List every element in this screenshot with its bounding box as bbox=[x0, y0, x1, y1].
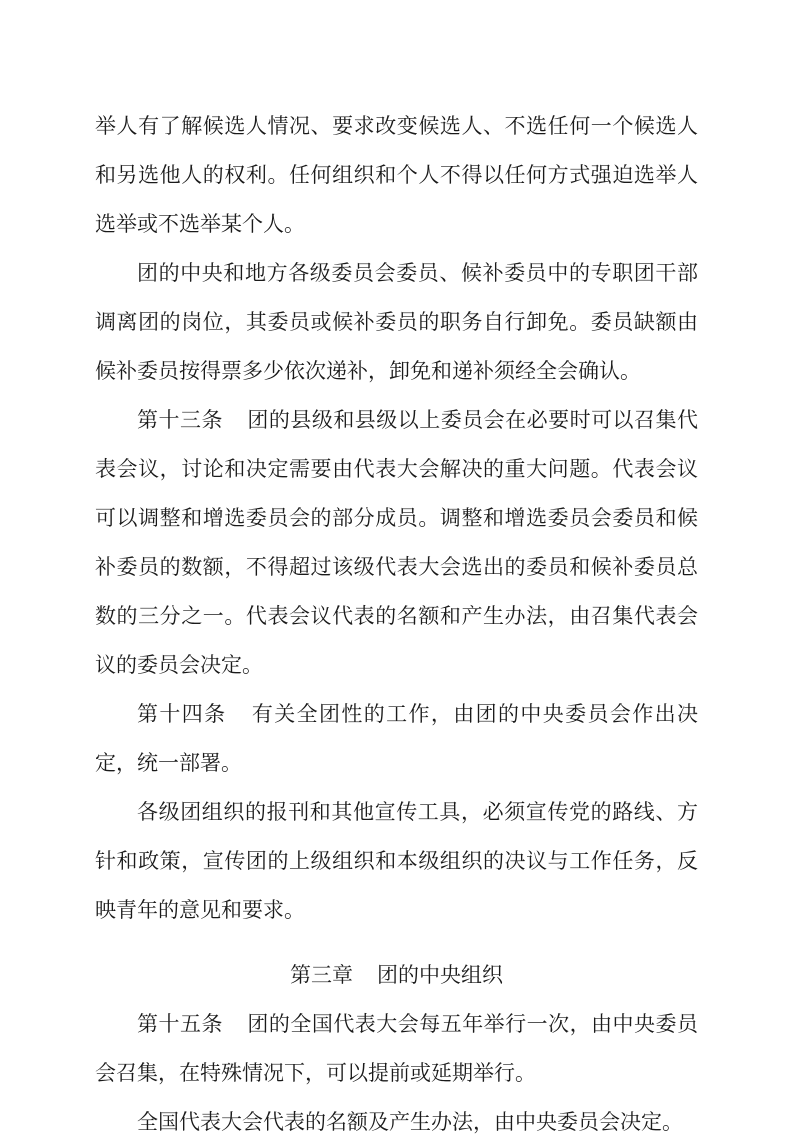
paragraph: 各级团组织的报刊和其他宣传工具，必须宣传党的路线、方针和政策，宣传团的上级组织和本级组织的决议与工作任务，反映青年的意见和要求。 bbox=[95, 800, 698, 922]
article-number: 第十四条 bbox=[137, 702, 227, 726]
article-15 bbox=[95, 1000, 698, 1098]
document-page bbox=[95, 102, 698, 1147]
paragraph-continued: 举人有了解候选人情况、要求改变候选人、不选任何一个候选人和另选他人的权利。任何组织和个人不得以任何方式强迫选举人选举或不选举某个人。 bbox=[95, 114, 698, 236]
article-number: 第十三条 bbox=[137, 408, 223, 432]
article-13 bbox=[95, 396, 698, 690]
article-14 bbox=[95, 690, 698, 788]
chapter-heading bbox=[95, 951, 698, 1000]
paragraph: 全国代表大会代表的名额及产生办法，由中央委员会决定。 bbox=[137, 1110, 683, 1134]
article-text: 团的县级和县级以上委员会在必要时可以召集代表会议，讨论和决定需要由代表大会解决的重大问题。代表会议可以调整和增选委员会的部分成员。调整和增选委员会委员和候补委员的数额，不得超过该级代表大会选出的委员和候补委员总数的三分之一。代表会议代表的名额和产生办法，由召集代表会议的委员会决定。 bbox=[95, 408, 698, 677]
article-number: 第十五条 bbox=[137, 1012, 223, 1036]
chapter-title: 团的中央组织 bbox=[377, 963, 503, 987]
paragraph: 团的中央和地方各级委员会委员、候补委员中的专职团干部调离团的岗位，其委员或候补委员的职务自行卸免。委员缺额由候补委员按得票多少依次递补，卸免和递补须经全会确认。 bbox=[95, 261, 698, 383]
chapter-number: 第三章 bbox=[290, 963, 353, 987]
article-text: 团的全国代表大会每五年举行一次，由中央委员会召集，在特殊情况下，可以提前或延期举行。 bbox=[95, 1012, 698, 1085]
article-text: 有关全团性的工作，由团的中央委员会作出决定，统一部署。 bbox=[95, 702, 698, 775]
